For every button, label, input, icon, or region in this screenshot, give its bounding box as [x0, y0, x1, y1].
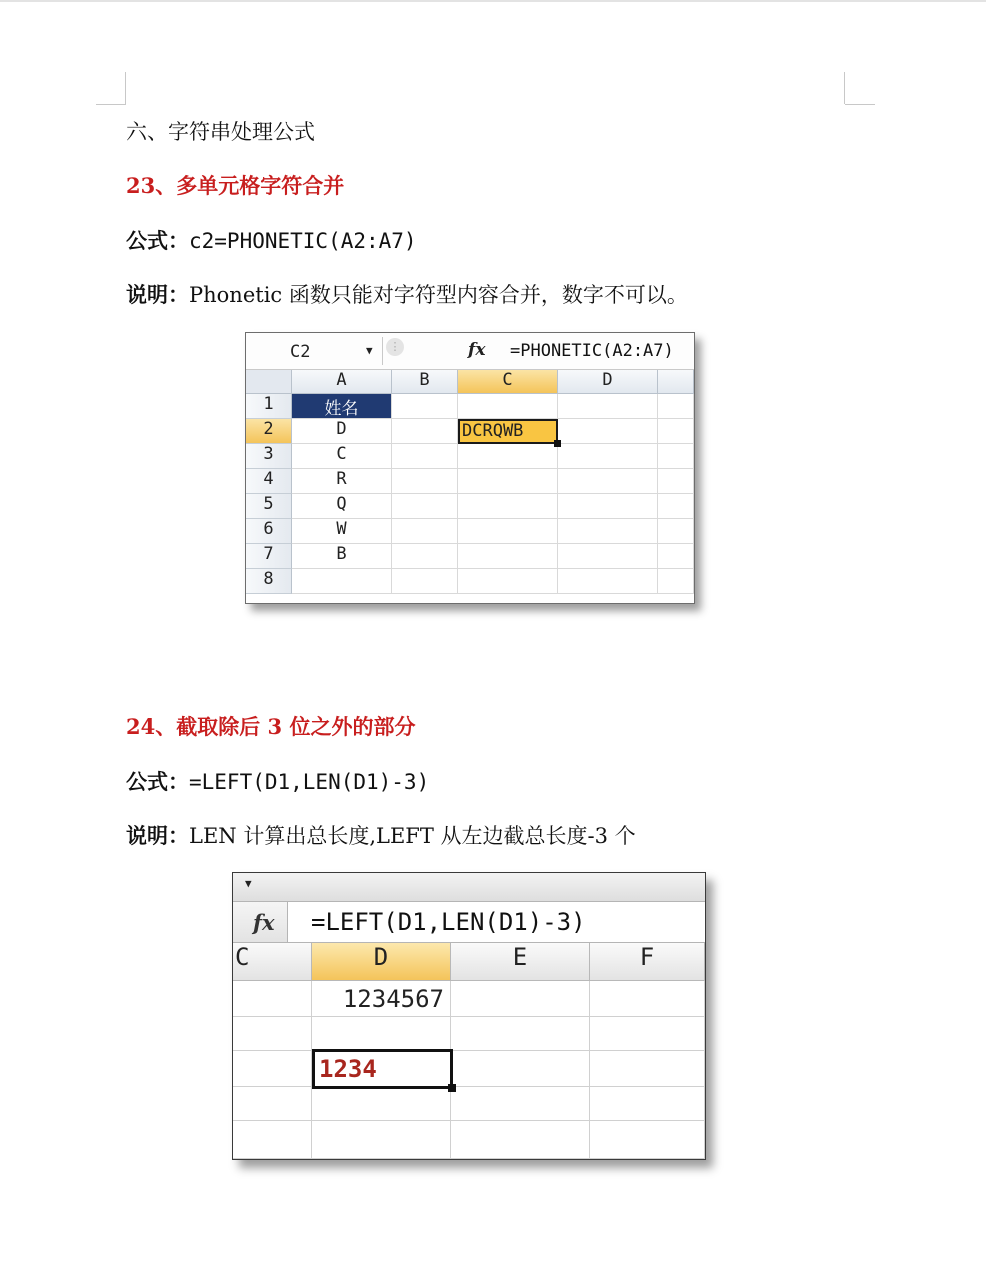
cell[interactable] [590, 1121, 705, 1159]
row-header[interactable]: 6 [246, 519, 292, 544]
cell-c2-selected[interactable]: DCRQWB [458, 419, 558, 444]
fx-icon[interactable]: fx [468, 340, 486, 360]
excel-screenshot-phonetic [245, 332, 695, 604]
cell[interactable] [558, 519, 658, 544]
cell[interactable] [558, 469, 658, 494]
fill-handle[interactable] [554, 440, 561, 447]
cell[interactable] [658, 569, 694, 594]
column-header[interactable]: A [292, 370, 392, 394]
item24-formula: =LEFT(D1,LEN(D1)-3) [189, 770, 430, 794]
cell[interactable] [590, 981, 705, 1017]
cell[interactable] [451, 1017, 590, 1051]
chevron-down-icon[interactable]: ▼ [366, 344, 373, 357]
cell[interactable] [233, 1051, 312, 1087]
formula-text[interactable]: =PHONETIC(A2:A7) [510, 341, 674, 361]
page-top-border [0, 0, 986, 2]
cell[interactable] [458, 494, 558, 519]
note-label: 说明： [126, 282, 189, 307]
cell[interactable] [558, 494, 658, 519]
cell[interactable] [392, 469, 458, 494]
row-header[interactable]: 8 [246, 569, 292, 594]
note-label: 说明： [126, 823, 189, 848]
item23-formula: c2=PHONETIC(A2:A7) [189, 229, 417, 253]
cell[interactable] [233, 1121, 312, 1159]
formula-bar [246, 333, 694, 370]
crop-mark-top-right-h [845, 104, 875, 105]
item23-note-line [126, 279, 688, 309]
section-title: 六、字符串处理公式 [126, 120, 315, 144]
column-header-partial[interactable] [658, 370, 694, 394]
select-all-corner[interactable] [246, 370, 292, 394]
cell[interactable] [458, 569, 558, 594]
cell[interactable] [458, 519, 558, 544]
column-header[interactable]: C [458, 370, 558, 394]
item24-formula-line [126, 766, 429, 796]
crop-mark-top-left-h [96, 104, 126, 105]
row-header[interactable]: 7 [246, 544, 292, 569]
cell-a2[interactable]: D [292, 419, 392, 444]
crop-mark-top-left [125, 72, 126, 104]
chevron-down-icon[interactable]: ▼ [245, 877, 252, 890]
fill-handle[interactable] [448, 1084, 456, 1092]
cell-a5[interactable]: Q [292, 494, 392, 519]
cell[interactable] [558, 569, 658, 594]
excel-screenshot-left [232, 872, 706, 1160]
cell[interactable] [312, 1017, 451, 1051]
cell[interactable] [558, 544, 658, 569]
item24-heading: 24、截取除后 3 位之外的部分 [126, 714, 416, 739]
toolbar-strip [233, 873, 705, 902]
cell-a7[interactable]: B [292, 544, 392, 569]
cell[interactable] [312, 1121, 451, 1159]
cell[interactable] [451, 1087, 590, 1121]
cell[interactable] [558, 394, 658, 419]
item24-note-line [126, 820, 636, 850]
cell[interactable] [233, 1087, 312, 1121]
fx-button[interactable] [233, 902, 288, 942]
cell[interactable] [451, 1121, 590, 1159]
item23-formula-line [126, 225, 417, 255]
cell[interactable] [312, 1087, 451, 1121]
column-header[interactable]: D [312, 943, 451, 981]
cell-a8[interactable] [292, 569, 392, 594]
formula-label: 公式： [126, 769, 189, 794]
splitter-icon[interactable]: ⋮ [386, 338, 404, 356]
item24-note: LEN 计算出总长度,LEFT 从左边截总长度-3 个 [189, 824, 636, 848]
cell[interactable] [658, 469, 694, 494]
row-header[interactable]: 3 [246, 444, 292, 469]
cell[interactable] [658, 519, 694, 544]
item23-note: Phonetic 函数只能对字符型内容合并，数字不可以。 [189, 283, 688, 307]
column-header[interactable]: C [233, 943, 312, 981]
fx-icon: fx [253, 910, 275, 935]
cell-a3[interactable]: C [292, 444, 392, 469]
cell[interactable] [451, 981, 590, 1017]
cell[interactable] [392, 394, 458, 419]
crop-mark-top-right [844, 72, 845, 104]
cell[interactable] [392, 444, 458, 469]
cell[interactable] [658, 544, 694, 569]
column-header[interactable]: E [451, 943, 590, 981]
cell[interactable] [458, 444, 558, 469]
cell[interactable] [392, 419, 458, 444]
column-header[interactable]: B [392, 370, 458, 394]
row-header[interactable]: 1 [246, 394, 292, 419]
cell[interactable] [558, 444, 658, 469]
cell[interactable] [392, 519, 458, 544]
name-box[interactable] [246, 337, 383, 365]
cell[interactable] [658, 419, 694, 444]
cell[interactable] [658, 494, 694, 519]
row-header[interactable]: 4 [246, 469, 292, 494]
formula-bar [233, 902, 705, 943]
cell[interactable] [558, 419, 658, 444]
cell[interactable] [658, 394, 694, 419]
cell-d1[interactable]: 1234567 [312, 981, 451, 1017]
cell[interactable] [458, 394, 558, 419]
cell[interactable] [233, 1017, 312, 1051]
cell-a4[interactable]: R [292, 469, 392, 494]
item23-heading: 23、多单元格字符合并 [126, 173, 345, 198]
cell[interactable] [458, 544, 558, 569]
cell[interactable] [392, 569, 458, 594]
cell-result-selected[interactable]: 1234 [312, 1049, 453, 1089]
cell[interactable] [233, 981, 312, 1017]
cell[interactable] [392, 494, 458, 519]
formula-label: 公式： [126, 228, 189, 253]
column-header[interactable]: D [558, 370, 658, 394]
cell-a1[interactable]: 姓名 [292, 394, 392, 419]
cell[interactable] [590, 1087, 705, 1121]
cell[interactable] [458, 469, 558, 494]
cell[interactable] [590, 1051, 705, 1087]
cell-a6[interactable]: W [292, 519, 392, 544]
formula-text[interactable]: =LEFT(D1,LEN(D1)-3) [311, 908, 586, 936]
cell[interactable] [590, 1017, 705, 1051]
name-box-value: C2 [290, 342, 311, 362]
cell[interactable] [453, 1051, 590, 1087]
row-header[interactable]: 5 [246, 494, 292, 519]
column-header[interactable]: F [590, 943, 705, 981]
row-header[interactable]: 2 [246, 419, 292, 444]
cell[interactable] [392, 544, 458, 569]
cell[interactable] [658, 444, 694, 469]
